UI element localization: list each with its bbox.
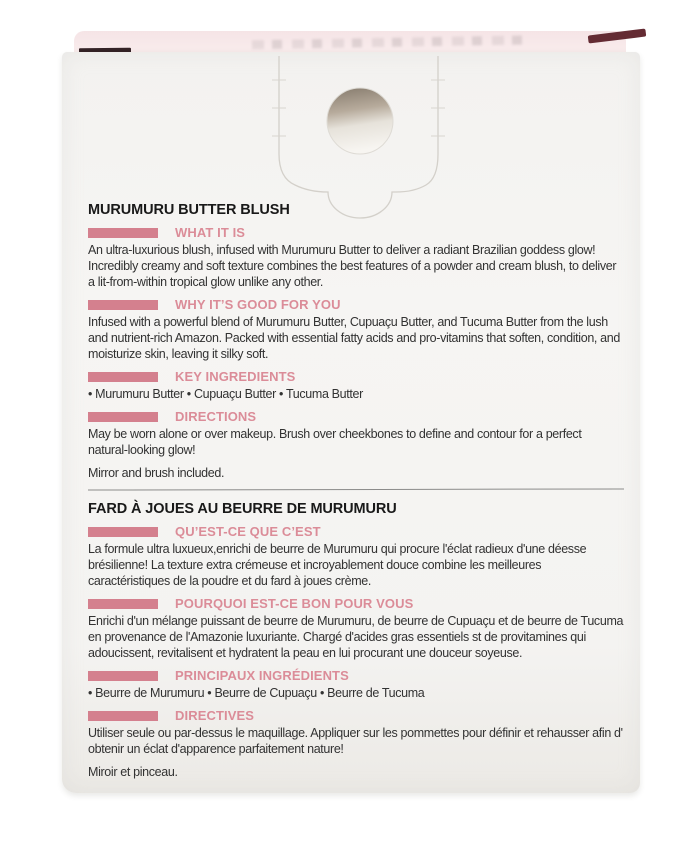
section-key-ingredients	[88, 369, 624, 402]
product-title-fr: FARD À JOUES AU BEURRE DE MURUMURU	[88, 501, 397, 517]
section-directions	[88, 409, 624, 481]
heading-bar	[88, 711, 158, 721]
section-body: La formule ultra luxueux,enrichi de beurre de Murumuru qui procure l'éclat radieux d'une déesse brésilienne! La texture extra crémeuse et incroyablement douce combine les meilleures caractéristiques de la poudre et du fard à joues crème.	[88, 542, 587, 588]
section-pourquoi-bon	[88, 596, 624, 661]
lid-gap-shadow-right	[588, 28, 647, 43]
section-heading-row	[88, 297, 624, 312]
heading-bar	[88, 300, 158, 310]
section-body: An ultra-luxurious blush, infused with Murumuru Butter to deliver a radiant Brazilian goddess glow! Incredibly creamy and soft texture combines the best features of a powder and cream blush, to deliver a lit-from-within tropical glow unlike any other.	[88, 243, 617, 289]
heading-bar	[88, 228, 158, 238]
language-divider	[88, 488, 624, 490]
section-heading-row	[88, 369, 624, 384]
section-heading: WHY IT’S GOOD FOR YOU	[175, 297, 341, 312]
section-heading-row	[88, 596, 624, 611]
printed-text-column	[88, 202, 624, 787]
section-heading: KEY INGREDIENTS	[175, 369, 296, 384]
section-heading-row	[88, 708, 624, 723]
included-note-fr: Miroir et pinceau.	[88, 765, 178, 779]
section-heading-row	[88, 524, 624, 539]
product-title-en: MURUMURU BUTTER BLUSH	[88, 202, 290, 218]
section-what-it-is	[88, 225, 624, 290]
hang-hole	[327, 88, 393, 154]
heading-bar	[88, 527, 158, 537]
section-heading: DIRECTIONS	[175, 409, 257, 424]
section-heading-row	[88, 409, 624, 424]
section-heading: QU’EST-CE QUE C’EST	[175, 524, 321, 539]
section-quest-ce-que-cest	[88, 524, 624, 589]
included-note-en: Mirror and brush included.	[88, 466, 225, 480]
lid-faint-print	[242, 36, 522, 50]
section-body: Utiliser seule ou par-dessus le maquillage. Appliquer sur les pommettes pour définir et rehausser afin d' obtenir un éclat d'apparence parfaitement nature!	[88, 726, 623, 756]
section-heading: PRINCIPAUX INGRÉDIENTS	[175, 668, 349, 683]
section-directives	[88, 708, 624, 780]
section-body: Enrichi d'un mélange puissant de beurre de Murumuru, de beurre de Cupuaçu et de beurre de Tucuma en provenance de l'Amazonie luxuriante. Chargé d'acides gras essentiels st de provitamines qui adoucissent, revitalisent et hydratent la peau en lui procurant une douceur soyeuse.	[88, 614, 624, 660]
ingredient-bullet-list-en: • Murumuru Butter • Cupuaçu Butter • Tucuma Butter	[88, 387, 363, 401]
section-heading: DIRECTIVES	[175, 708, 255, 723]
heading-bar	[88, 372, 158, 382]
section-body: May be worn alone or over makeup. Brush over cheekbones to define and contour for a perfect natural-looking glow!	[88, 427, 582, 457]
section-heading-row	[88, 668, 624, 683]
heading-bar	[88, 599, 158, 609]
section-body: Infused with a powerful blend of Murumuru Butter, Cupuaçu Butter, and Tucuma Butter from the lush and nutrient-rich Amazon. Packed with essential fatty acids and pro-vitamins that soften, condition, and moisturize skin, leaving it silky soft.	[88, 315, 620, 361]
section-why-its-good	[88, 297, 624, 362]
section-heading: WHAT IT IS	[175, 225, 246, 240]
section-principaux-ingredients	[88, 668, 624, 701]
ingredient-bullet-list-fr: • Beurre de Murumuru • Beurre de Cupuaçu • Beurre de Tucuma	[88, 686, 425, 700]
box-front-panel	[62, 52, 640, 793]
heading-bar	[88, 671, 158, 681]
heading-bar	[88, 412, 158, 422]
section-heading: POURQUOI EST-CE BON POUR VOUS	[175, 596, 414, 611]
section-heading-row	[88, 225, 624, 240]
